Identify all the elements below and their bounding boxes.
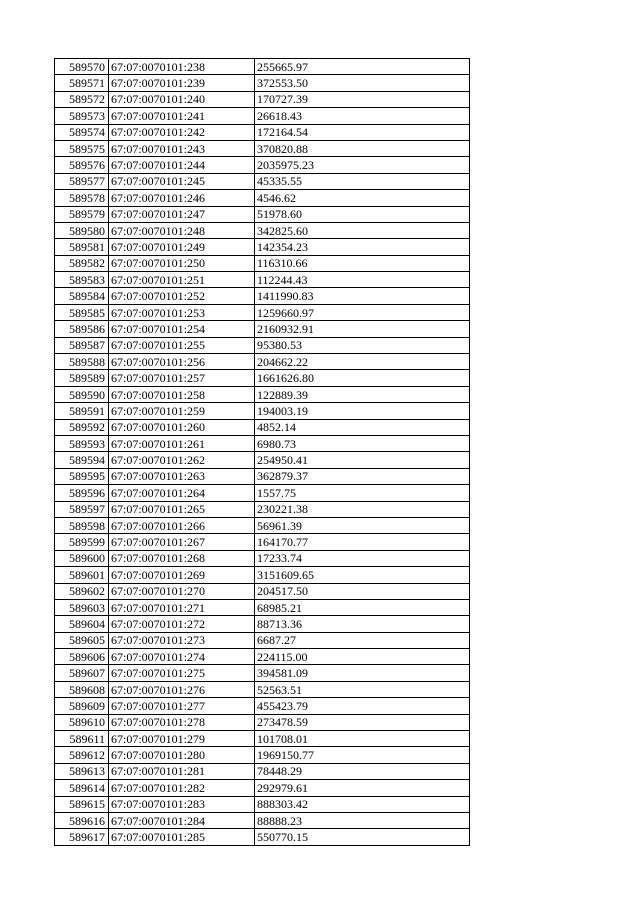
table-row xyxy=(55,747,470,763)
amount-cell: 1259660.97 xyxy=(255,304,470,320)
amount-cell: 78448.29 xyxy=(255,763,470,779)
cadastral-number-cell: 67:07:0070101:257 xyxy=(109,370,255,386)
amount-cell: 170727.39 xyxy=(255,91,470,107)
table-row xyxy=(55,370,470,386)
cadastral-number-cell: 67:07:0070101:280 xyxy=(109,747,255,763)
table-row xyxy=(55,567,470,583)
table-row xyxy=(55,206,470,222)
table-row xyxy=(55,731,470,747)
row-id-cell: 589600 xyxy=(55,550,109,566)
cadastral-number-cell: 67:07:0070101:255 xyxy=(109,337,255,353)
cadastral-number-cell: 67:07:0070101:238 xyxy=(109,59,255,75)
table-row xyxy=(55,255,470,271)
row-id-cell: 589609 xyxy=(55,698,109,714)
cadastral-number-cell: 67:07:0070101:261 xyxy=(109,435,255,451)
data-table-body xyxy=(55,59,470,846)
row-id-cell: 589575 xyxy=(55,140,109,156)
amount-cell: 370820.88 xyxy=(255,140,470,156)
row-id-cell: 589579 xyxy=(55,206,109,222)
cadastral-number-cell: 67:07:0070101:282 xyxy=(109,780,255,796)
cadastral-number-cell: 67:07:0070101:274 xyxy=(109,649,255,665)
amount-cell: 273478.59 xyxy=(255,714,470,730)
cadastral-number-cell: 67:07:0070101:241 xyxy=(109,108,255,124)
amount-cell: 204662.22 xyxy=(255,354,470,370)
row-id-cell: 589591 xyxy=(55,403,109,419)
cadastral-number-cell: 67:07:0070101:285 xyxy=(109,829,255,845)
row-id-cell: 589606 xyxy=(55,649,109,665)
cadastral-number-cell: 67:07:0070101:264 xyxy=(109,485,255,501)
row-id-cell: 589583 xyxy=(55,272,109,288)
data-table xyxy=(54,58,470,846)
row-id-cell: 589571 xyxy=(55,75,109,91)
table-row xyxy=(55,75,470,91)
amount-cell: 122889.39 xyxy=(255,386,470,402)
table-row xyxy=(55,534,470,550)
table-row xyxy=(55,403,470,419)
amount-cell: 2160932.91 xyxy=(255,321,470,337)
row-id-cell: 589605 xyxy=(55,632,109,648)
row-id-cell: 589598 xyxy=(55,517,109,533)
cadastral-number-cell: 67:07:0070101:284 xyxy=(109,812,255,828)
table-row xyxy=(55,108,470,124)
amount-cell: 550770.15 xyxy=(255,829,470,845)
amount-cell: 4546.62 xyxy=(255,190,470,206)
cadastral-number-cell: 67:07:0070101:279 xyxy=(109,731,255,747)
amount-cell: 194003.19 xyxy=(255,403,470,419)
table-row xyxy=(55,288,470,304)
row-id-cell: 589573 xyxy=(55,108,109,124)
row-id-cell: 589608 xyxy=(55,681,109,697)
cadastral-number-cell: 67:07:0070101:258 xyxy=(109,386,255,402)
table-row xyxy=(55,173,470,189)
amount-cell: 254950.41 xyxy=(255,452,470,468)
amount-cell: 455423.79 xyxy=(255,698,470,714)
cadastral-number-cell: 67:07:0070101:253 xyxy=(109,304,255,320)
row-id-cell: 589610 xyxy=(55,714,109,730)
table-row xyxy=(55,714,470,730)
table-row xyxy=(55,157,470,173)
cadastral-number-cell: 67:07:0070101:251 xyxy=(109,272,255,288)
cadastral-number-cell: 67:07:0070101:283 xyxy=(109,796,255,812)
amount-cell: 204517.50 xyxy=(255,583,470,599)
amount-cell: 88713.36 xyxy=(255,616,470,632)
row-id-cell: 589601 xyxy=(55,567,109,583)
table-row xyxy=(55,632,470,648)
amount-cell: 142354.23 xyxy=(255,239,470,255)
amount-cell: 1411990.83 xyxy=(255,288,470,304)
row-id-cell: 589612 xyxy=(55,747,109,763)
row-id-cell: 589584 xyxy=(55,288,109,304)
row-id-cell: 589603 xyxy=(55,599,109,615)
table-row xyxy=(55,452,470,468)
cadastral-number-cell: 67:07:0070101:256 xyxy=(109,354,255,370)
table-row xyxy=(55,337,470,353)
amount-cell: 4852.14 xyxy=(255,419,470,435)
cadastral-number-cell: 67:07:0070101:272 xyxy=(109,616,255,632)
table-row xyxy=(55,665,470,681)
amount-cell: 164170.77 xyxy=(255,534,470,550)
cadastral-number-cell: 67:07:0070101:277 xyxy=(109,698,255,714)
amount-cell: 95380.53 xyxy=(255,337,470,353)
table-row xyxy=(55,780,470,796)
amount-cell: 45335.55 xyxy=(255,173,470,189)
amount-cell: 394581.09 xyxy=(255,665,470,681)
table-row xyxy=(55,91,470,107)
row-id-cell: 589578 xyxy=(55,190,109,206)
row-id-cell: 589580 xyxy=(55,222,109,238)
amount-cell: 3151609.65 xyxy=(255,567,470,583)
table-row xyxy=(55,222,470,238)
row-id-cell: 589614 xyxy=(55,780,109,796)
table-row xyxy=(55,272,470,288)
cadastral-number-cell: 67:07:0070101:270 xyxy=(109,583,255,599)
amount-cell: 52563.51 xyxy=(255,681,470,697)
amount-cell: 342825.60 xyxy=(255,222,470,238)
amount-cell: 230221.38 xyxy=(255,501,470,517)
cadastral-number-cell: 67:07:0070101:243 xyxy=(109,140,255,156)
table-row xyxy=(55,599,470,615)
table-row xyxy=(55,796,470,812)
table-row xyxy=(55,468,470,484)
table-row xyxy=(55,140,470,156)
amount-cell: 101708.01 xyxy=(255,731,470,747)
table-row xyxy=(55,649,470,665)
cadastral-number-cell: 67:07:0070101:239 xyxy=(109,75,255,91)
row-id-cell: 589607 xyxy=(55,665,109,681)
row-id-cell: 589595 xyxy=(55,468,109,484)
cadastral-number-cell: 67:07:0070101:252 xyxy=(109,288,255,304)
table-row xyxy=(55,698,470,714)
cadastral-number-cell: 67:07:0070101:245 xyxy=(109,173,255,189)
amount-cell: 172164.54 xyxy=(255,124,470,140)
row-id-cell: 589611 xyxy=(55,731,109,747)
amount-cell: 224115.00 xyxy=(255,649,470,665)
amount-cell: 372553.50 xyxy=(255,75,470,91)
amount-cell: 116310.66 xyxy=(255,255,470,271)
cadastral-number-cell: 67:07:0070101:263 xyxy=(109,468,255,484)
cadastral-number-cell: 67:07:0070101:281 xyxy=(109,763,255,779)
table-row xyxy=(55,485,470,501)
cadastral-number-cell: 67:07:0070101:266 xyxy=(109,517,255,533)
cadastral-number-cell: 67:07:0070101:254 xyxy=(109,321,255,337)
table-row xyxy=(55,59,470,75)
amount-cell: 888303.42 xyxy=(255,796,470,812)
row-id-cell: 589582 xyxy=(55,255,109,271)
table-row xyxy=(55,435,470,451)
table-row xyxy=(55,239,470,255)
cadastral-number-cell: 67:07:0070101:278 xyxy=(109,714,255,730)
table-row xyxy=(55,550,470,566)
cadastral-number-cell: 67:07:0070101:259 xyxy=(109,403,255,419)
amount-cell: 6980.73 xyxy=(255,435,470,451)
table-row xyxy=(55,763,470,779)
table-row xyxy=(55,124,470,140)
table-row xyxy=(55,583,470,599)
row-id-cell: 589577 xyxy=(55,173,109,189)
amount-cell: 1969150.77 xyxy=(255,747,470,763)
amount-cell: 112244.43 xyxy=(255,272,470,288)
table-row xyxy=(55,616,470,632)
amount-cell: 6687.27 xyxy=(255,632,470,648)
row-id-cell: 589570 xyxy=(55,59,109,75)
cadastral-number-cell: 67:07:0070101:265 xyxy=(109,501,255,517)
table-row xyxy=(55,354,470,370)
table-row xyxy=(55,304,470,320)
cadastral-number-cell: 67:07:0070101:242 xyxy=(109,124,255,140)
row-id-cell: 589599 xyxy=(55,534,109,550)
table-row xyxy=(55,386,470,402)
cadastral-number-cell: 67:07:0070101:260 xyxy=(109,419,255,435)
cadastral-number-cell: 67:07:0070101:268 xyxy=(109,550,255,566)
amount-cell: 88888.23 xyxy=(255,812,470,828)
amount-cell: 1557.75 xyxy=(255,485,470,501)
table-row xyxy=(55,190,470,206)
amount-cell: 255665.97 xyxy=(255,59,470,75)
cadastral-number-cell: 67:07:0070101:276 xyxy=(109,681,255,697)
row-id-cell: 589588 xyxy=(55,354,109,370)
row-id-cell: 589576 xyxy=(55,157,109,173)
cadastral-number-cell: 67:07:0070101:273 xyxy=(109,632,255,648)
table-row xyxy=(55,681,470,697)
row-id-cell: 589597 xyxy=(55,501,109,517)
amount-cell: 17233.74 xyxy=(255,550,470,566)
row-id-cell: 589604 xyxy=(55,616,109,632)
cadastral-number-cell: 67:07:0070101:247 xyxy=(109,206,255,222)
cadastral-number-cell: 67:07:0070101:248 xyxy=(109,222,255,238)
cadastral-number-cell: 67:07:0070101:275 xyxy=(109,665,255,681)
row-id-cell: 589572 xyxy=(55,91,109,107)
amount-cell: 1661626.80 xyxy=(255,370,470,386)
row-id-cell: 589613 xyxy=(55,763,109,779)
cadastral-number-cell: 67:07:0070101:262 xyxy=(109,452,255,468)
row-id-cell: 589586 xyxy=(55,321,109,337)
amount-cell: 68985.21 xyxy=(255,599,470,615)
row-id-cell: 589617 xyxy=(55,829,109,845)
row-id-cell: 589589 xyxy=(55,370,109,386)
table-row xyxy=(55,829,470,845)
table-row xyxy=(55,321,470,337)
amount-cell: 2035975.23 xyxy=(255,157,470,173)
row-id-cell: 589593 xyxy=(55,435,109,451)
row-id-cell: 589590 xyxy=(55,386,109,402)
cadastral-number-cell: 67:07:0070101:271 xyxy=(109,599,255,615)
amount-cell: 292979.61 xyxy=(255,780,470,796)
cadastral-number-cell: 67:07:0070101:244 xyxy=(109,157,255,173)
table-row xyxy=(55,501,470,517)
row-id-cell: 589615 xyxy=(55,796,109,812)
row-id-cell: 589585 xyxy=(55,304,109,320)
amount-cell: 362879.37 xyxy=(255,468,470,484)
row-id-cell: 589581 xyxy=(55,239,109,255)
cadastral-number-cell: 67:07:0070101:250 xyxy=(109,255,255,271)
row-id-cell: 589574 xyxy=(55,124,109,140)
cadastral-number-cell: 67:07:0070101:267 xyxy=(109,534,255,550)
row-id-cell: 589616 xyxy=(55,812,109,828)
row-id-cell: 589592 xyxy=(55,419,109,435)
row-id-cell: 589587 xyxy=(55,337,109,353)
row-id-cell: 589594 xyxy=(55,452,109,468)
row-id-cell: 589596 xyxy=(55,485,109,501)
cadastral-number-cell: 67:07:0070101:240 xyxy=(109,91,255,107)
cadastral-number-cell: 67:07:0070101:246 xyxy=(109,190,255,206)
amount-cell: 56961.39 xyxy=(255,517,470,533)
amount-cell: 51978.60 xyxy=(255,206,470,222)
cadastral-number-cell: 67:07:0070101:269 xyxy=(109,567,255,583)
row-id-cell: 589602 xyxy=(55,583,109,599)
cadastral-number-cell: 67:07:0070101:249 xyxy=(109,239,255,255)
table-row xyxy=(55,419,470,435)
table-row xyxy=(55,517,470,533)
amount-cell: 26618.43 xyxy=(255,108,470,124)
table-row xyxy=(55,812,470,828)
